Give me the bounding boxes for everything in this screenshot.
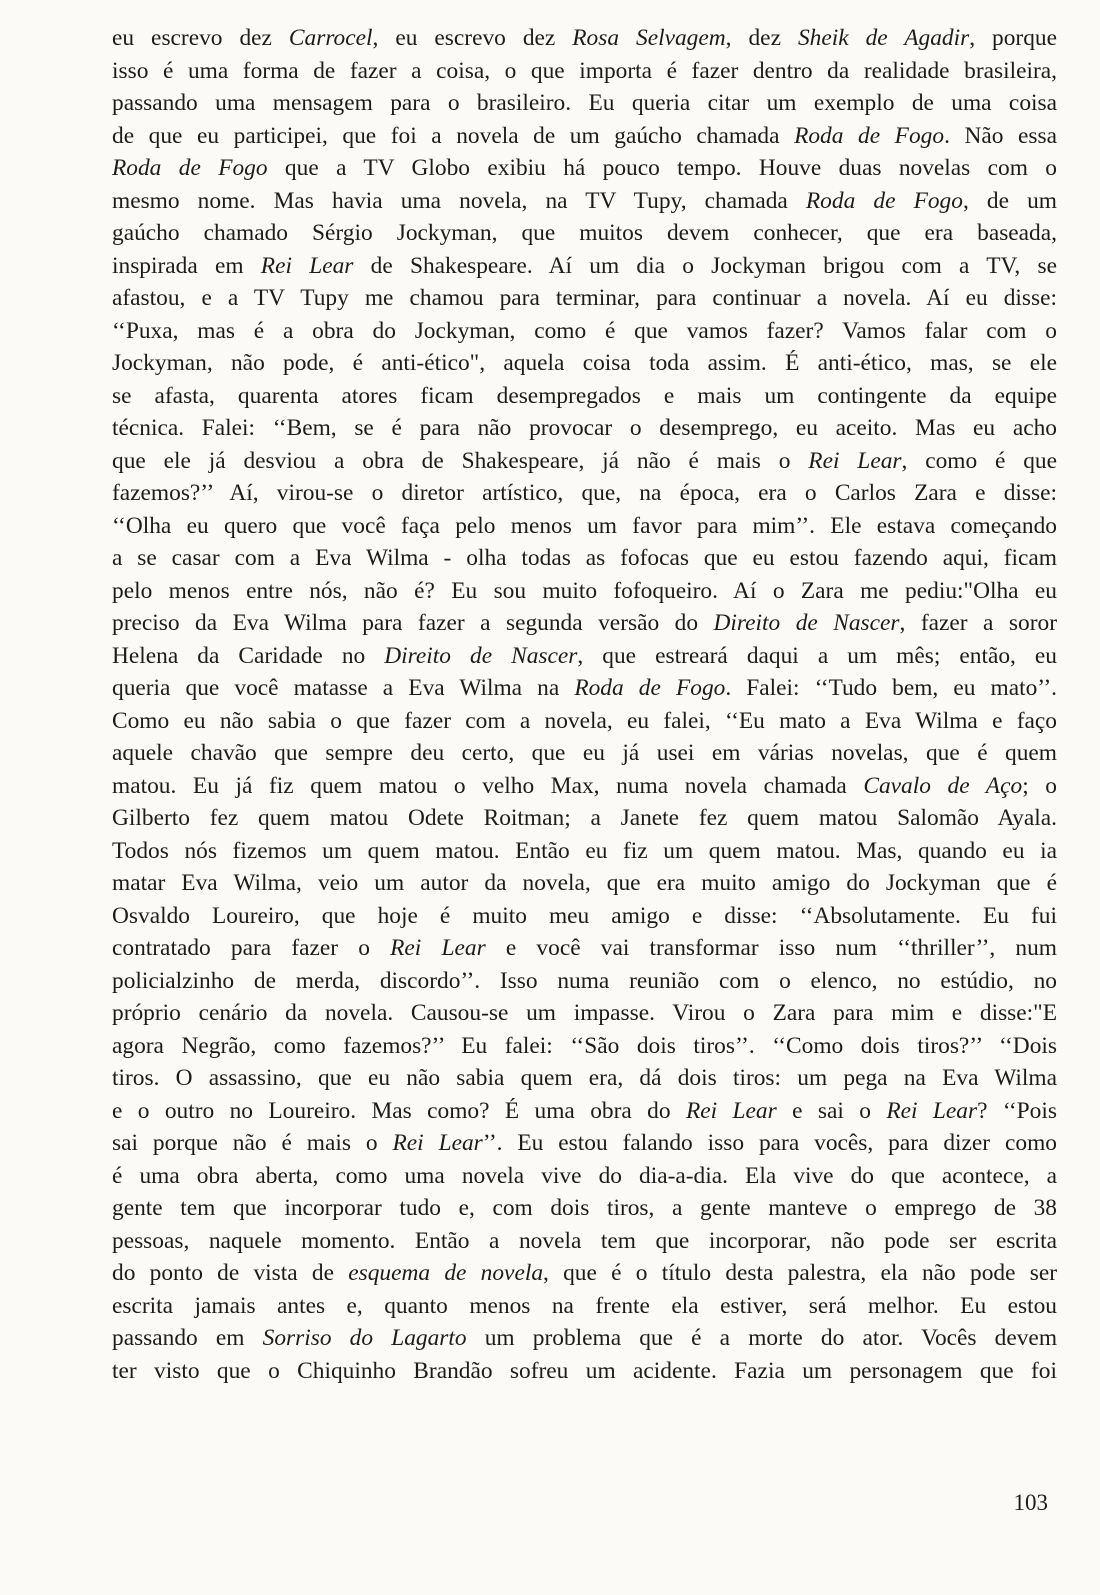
text-line xyxy=(112,965,1057,998)
text-line xyxy=(112,1322,1057,1355)
text-line xyxy=(112,932,1057,965)
text-line xyxy=(112,445,1057,478)
text-line xyxy=(112,672,1057,705)
italic-title: Carrocel xyxy=(288,25,373,51)
text-segment: fazemos?’’ Aí, virou-se o diretor artístico, que, na época, era o Carlos Zara e disse: xyxy=(112,480,1057,506)
italic-title: Roda de Fogo xyxy=(805,187,963,214)
text-line xyxy=(112,250,1057,283)
text-segment: mesmo nome. Mas havia uma novela, na TV Tupy, chamada xyxy=(112,187,806,214)
text-segment: , de um xyxy=(962,187,1057,214)
text-segment: pessoas, naquele momento. Então a novela tem que incorporar, não pode ser escrita xyxy=(112,1227,1057,1254)
text-line xyxy=(112,185,1057,218)
text-line xyxy=(112,380,1057,413)
italic-title: Sheik de Agadir xyxy=(797,25,970,51)
text-line xyxy=(112,87,1057,120)
text-segment: pelo menos entre nós, não é? Eu sou muito fofoqueiro. Aí o Zara me pediu:"Olha eu xyxy=(112,577,1057,604)
text-line xyxy=(112,835,1057,868)
text-line xyxy=(112,1160,1057,1193)
italic-title: Rei Lear xyxy=(260,252,354,279)
italic-title: esquema de novela xyxy=(348,1260,544,1286)
text-segment: . Não essa xyxy=(944,122,1057,149)
text-segment: agora Negrão, como fazemos?’’ Eu falei: ‘‘São dois tiros’’. ‘‘Como dois tiros?’’ ‘‘Dois xyxy=(112,1032,1057,1059)
text-line xyxy=(112,1030,1057,1063)
text-segment: se afasta, quarenta atores ficam desempregados e mais um contingente da equipe xyxy=(112,382,1057,409)
text-line xyxy=(112,575,1057,608)
text-line xyxy=(112,477,1057,510)
text-segment: gente tem que incorporar tudo e, com dois tiros, a gente manteve o emprego de 38 xyxy=(112,1195,1057,1221)
italic-title: Roda de Fogo xyxy=(574,675,726,701)
text-segment: policialzinho de merda, discordo’’. Isso numa reunião com o elenco, no estúdio, no xyxy=(112,967,1057,994)
text-segment: de que eu participei, que foi a novela de um gaúcho chamada xyxy=(112,122,795,149)
text-segment: isso é uma forma de fazer a coisa, o que importa é fazer dentro da realidade brasileira, xyxy=(112,57,1057,84)
text-segment: ’’. Eu estou falando isso para vocês, para dizer como xyxy=(482,1130,1057,1156)
italic-title: Direito de Nascer xyxy=(713,610,900,636)
text-segment: Gilberto fez quem matou Odete Roitman; a Janete fez quem matou Salomão Ayala. xyxy=(112,805,1057,831)
text-segment: Como eu não sabia o que fazer com a novela, eu falei, ‘‘Eu mato a Eva Wilma e faço xyxy=(112,707,1057,734)
text-line xyxy=(112,770,1057,803)
text-segment: preciso da Eva Wilma para fazer a segunda versão do xyxy=(112,610,714,636)
italic-title: Rosa Selvagem xyxy=(572,25,726,51)
italic-title: Rei Lear xyxy=(685,1097,777,1124)
italic-title: Rei Lear xyxy=(886,1097,978,1124)
body-text xyxy=(112,22,1057,1387)
italic-title: Sorriso do Lagarto xyxy=(262,1325,467,1351)
text-segment: , que é o título desta palestra, ela não pode ser xyxy=(543,1260,1057,1286)
text-line xyxy=(112,1355,1057,1388)
text-segment: , fazer a soror xyxy=(899,610,1057,636)
italic-title: Roda de Fogo xyxy=(112,155,268,181)
text-line xyxy=(112,542,1057,575)
text-segment: eu escrevo dez xyxy=(112,25,289,51)
text-segment: que ele já desviou a obra de Shakespeare, já não é mais o xyxy=(112,447,809,474)
text-line xyxy=(112,412,1057,445)
text-segment: gaúcho chamado Sérgio Jockyman, que muitos devem conhecer, que era baseada, xyxy=(112,220,1057,246)
text-segment: , como é que xyxy=(901,447,1057,474)
text-segment: matar Eva Wilma, veio um autor da novela, que era muito amigo do Jockyman que é xyxy=(112,870,1057,896)
text-segment: , porque xyxy=(969,25,1057,51)
text-line xyxy=(112,315,1057,348)
text-line xyxy=(112,282,1057,315)
text-line xyxy=(112,217,1057,250)
text-segment: , eu escrevo dez xyxy=(372,25,573,51)
text-line xyxy=(112,607,1057,640)
text-segment: inspirada em xyxy=(112,252,261,279)
text-line xyxy=(112,1192,1057,1225)
text-line xyxy=(112,510,1057,543)
text-line xyxy=(112,22,1057,55)
text-segment: e o outro no Loureiro. Mas como? É uma obra do xyxy=(112,1097,686,1124)
italic-title: Direito de Nascer xyxy=(384,642,578,669)
text-segment: ? ‘‘Pois xyxy=(977,1097,1057,1124)
text-segment: Jockyman, não pode, é anti-ético", aquela coisa toda assim. É anti-ético, mas, se ele xyxy=(112,350,1057,376)
text-segment: matou. Eu já fiz quem matou o velho Max, numa novela chamada xyxy=(112,772,864,799)
text-segment: , que estreará daqui a um mês; então, eu xyxy=(577,642,1057,669)
text-line xyxy=(112,737,1057,770)
text-line xyxy=(112,1095,1057,1128)
text-segment: ‘‘Puxa, mas é a obra do Jockyman, como é que vamos fazer? Vamos falar com o xyxy=(112,317,1057,344)
text-segment: é uma obra aberta, como uma novela vive do dia-a-dia. Ela vive do que acontece, a xyxy=(112,1162,1057,1189)
text-segment: contratado para fazer o xyxy=(112,935,391,961)
text-line xyxy=(112,867,1057,900)
text-line xyxy=(112,347,1057,380)
text-segment: . Falei: ‘‘Tudo bem, eu mato’’. xyxy=(725,675,1057,701)
text-segment: e você vai transformar isso num ‘‘thriller’’, num xyxy=(485,935,1057,961)
italic-title: Rei Lear xyxy=(808,447,902,474)
text-line xyxy=(112,900,1057,933)
text-segment: queria que você matasse a Eva Wilma na xyxy=(112,675,575,701)
text-segment: próprio cenário da novela. Causou-se um impasse. Virou o Zara para mim e disse:"E xyxy=(112,1000,1057,1026)
text-line xyxy=(112,55,1057,88)
text-segment: passando em xyxy=(112,1325,263,1351)
text-segment: Helena da Caridade no xyxy=(112,642,385,669)
text-line xyxy=(112,152,1057,185)
text-segment: técnica. Falei: ‘‘Bem, se é para não provocar o desemprego, eu aceito. Mas eu acho xyxy=(112,415,1057,441)
text-line xyxy=(112,120,1057,153)
text-segment: de Shakespeare. Aí um dia o Jockyman brigou com a TV, se xyxy=(353,252,1057,279)
text-line xyxy=(112,1062,1057,1095)
text-segment: ter visto que o Chiquinho Brandão sofreu um acidente. Fazia um personagem que foi xyxy=(112,1357,1057,1384)
text-segment: escrita jamais antes e, quanto menos na frente ela estiver, será melhor. Eu estou xyxy=(112,1292,1057,1319)
text-segment: Todos nós fizemos um quem matou. Então eu fiz um quem matou. Mas, quando eu ia xyxy=(112,837,1057,864)
text-segment: aquele chavão que sempre deu certo, que eu já usei em várias novelas, que é quem xyxy=(112,740,1057,766)
italic-title: Rei Lear xyxy=(390,935,486,961)
text-line xyxy=(112,997,1057,1030)
text-line xyxy=(112,1127,1057,1160)
text-segment: Osvaldo Loureiro, que hoje é muito meu amigo e disse: ‘‘Absolutamente. Eu fui xyxy=(112,902,1057,929)
italic-title: Cavalo de Aço xyxy=(863,772,1023,799)
text-segment: que a TV Globo exibiu há pouco tempo. Houve duas novelas com o xyxy=(267,155,1057,181)
text-segment: passando uma mensagem para o brasileiro. Eu queria citar um exemplo de uma coisa xyxy=(112,90,1057,116)
text-segment: sai porque não é mais o xyxy=(112,1130,393,1156)
text-segment: , dez xyxy=(725,25,798,51)
text-segment: afastou, e a TV Tupy me chamou para terminar, para continuar a novela. Aí eu disse: xyxy=(112,285,1057,311)
text-segment: ‘‘Olha eu quero que você faça pelo menos um favor para mim’’. Ele estava começando xyxy=(112,512,1057,539)
text-segment: a se casar com a Eva Wilma - olha todas as fofocas que eu estou fazendo aqui, ficam xyxy=(112,545,1057,571)
text-line xyxy=(112,802,1057,835)
text-segment: e sai o xyxy=(776,1097,887,1124)
italic-title: Roda de Fogo xyxy=(794,122,945,149)
text-line xyxy=(112,1257,1057,1290)
text-segment: um problema que é a morte do ator. Vocês devem xyxy=(466,1325,1058,1351)
text-segment: do ponto de vista de xyxy=(112,1260,349,1286)
text-segment: tiros. O assassino, que eu não sabia quem era, dá dois tiros: um pega na Eva Wilma xyxy=(112,1065,1057,1091)
italic-title: Rei Lear xyxy=(392,1130,483,1156)
text-line xyxy=(112,1290,1057,1323)
text-line xyxy=(112,705,1057,738)
text-segment: ; o xyxy=(1022,772,1057,799)
text-line xyxy=(112,1225,1057,1258)
page-number: 103 xyxy=(1013,1490,1048,1515)
text-line xyxy=(112,640,1057,673)
